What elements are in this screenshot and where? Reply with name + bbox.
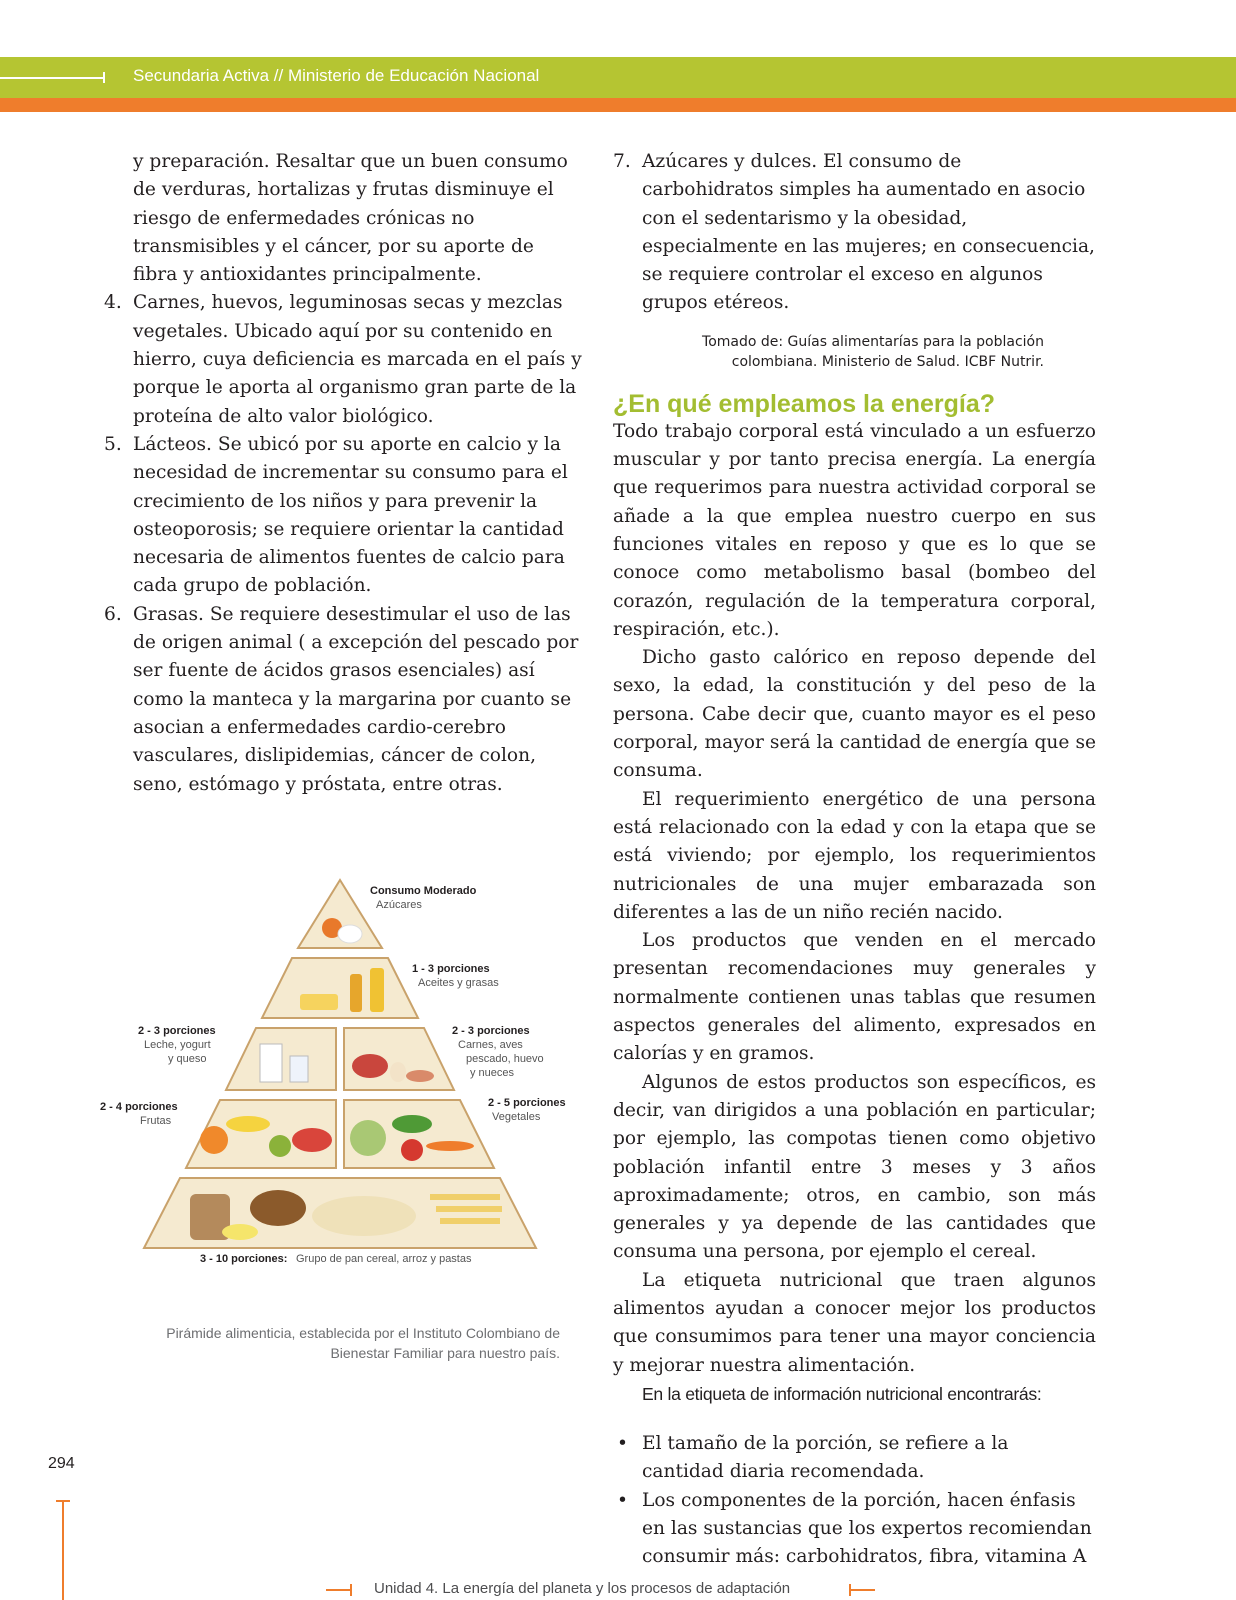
body-paragraph: Dicho gasto calórico en reposo depende del sexo, la edad, la constitución y del peso de la persona. Cabe decir que, cuanto mayor es el peso corporal, mayor será la cantidad de energía que se consuma. (613, 647, 1096, 782)
list-item-6 (104, 601, 584, 799)
kiwi-icon (269, 1135, 291, 1157)
pyramid-label-sub: Leche, yogurt (144, 1039, 211, 1051)
pyramid-label-title: 1 - 3 porciones (412, 963, 490, 975)
rice-pile-icon (312, 1196, 416, 1236)
egg-icon (390, 1062, 406, 1082)
list-item-text: Azúcares y dulces. El consumo de carbohidratos simples ha aumentado en asocio con el sedentarismo y la obesidad, especialmente en las mujeres; en consecuencia, se requiere controlar el exceso en algunos grupos etéreos. (642, 151, 1095, 314)
section-heading: ¿En qué empleamos la energía? (613, 389, 996, 418)
list-item-5 (104, 431, 584, 601)
bullet-text: Los componentes de la porción, hacen énfasis en las sustancias que los expertos recomiendan consumir más: carbohidratos, fibra, vitamina A (642, 1489, 1092, 1568)
bullet-icon: • (617, 1489, 628, 1511)
right-column (613, 148, 1096, 1572)
pyramid-label-sub: y queso (168, 1053, 207, 1065)
list-item-text: Carnes, huevos, leguminosas secas y mezclas vegetales. Ubicado aquí por su contenido en hierro, cuya deficiencia es marcada en el país y porque le aporta al organismo gran parte de la proteína de alto valor biológico. (133, 292, 582, 427)
bullet-text: El tamaño de la porción, se refiere a la cantidad diaria recomendada. (642, 1433, 1009, 1483)
pyramid-level-oils (262, 958, 418, 1018)
pyramid-label-sub: Vegetales (492, 1111, 541, 1123)
footer-unit-title (374, 1580, 790, 1597)
header-accent-bar (0, 98, 1236, 112)
pyramid-label-title: 2 - 5 porciones (488, 1097, 566, 1109)
continuation-paragraph: y preparación. Resaltar que un buen consumo de verduras, hortalizas y frutas disminuye el riesgo de enfermedades crónicas no transmisibles y el cáncer, por su aporte de fibra y antioxidantes principalmente. (133, 151, 568, 286)
pyramid-label-sub: y nueces (470, 1067, 515, 1079)
footer-vertical-tick (56, 1500, 70, 1502)
pyramid-label-sub: Aceites y grasas (418, 977, 499, 989)
oil-bottle-icon (370, 968, 384, 1012)
pasta-icon (440, 1218, 500, 1224)
list-number: 7. (613, 151, 631, 172)
source-line: colombiana. Ministerio de Salud. ICBF Nutrir. (731, 353, 1044, 370)
lettuce-icon (392, 1115, 432, 1133)
footer-rule-right-tick (849, 1584, 851, 1596)
footer-rule-left (326, 1589, 352, 1591)
list-item (613, 1487, 1096, 1572)
banana-icon (226, 1116, 270, 1132)
pyramid-label-title: Consumo Moderado (370, 885, 477, 897)
cabbage-icon (350, 1120, 386, 1156)
oil-bottle-icon (350, 974, 362, 1012)
caption-line: Bienestar Familiar para nuestro país. (330, 1345, 560, 1361)
pyramid-label-sub: Grupo de pan cereal, arroz y pastas (296, 1253, 472, 1265)
milk-carton-icon (260, 1044, 282, 1082)
header-rule-tick (103, 72, 105, 83)
list-item-4 (104, 289, 584, 430)
yogurt-cup-icon (290, 1056, 308, 1082)
carrot-icon (426, 1141, 474, 1151)
tomato-icon (401, 1139, 423, 1161)
body-paragraph: La etiqueta nutricional que traen algunos alimentos ayudan a conocer mejor los productos que consumimos para tener una mayor conciencia y mejorar nuestra alimentación. (613, 1269, 1096, 1376)
body-paragraph: Los productos que venden en el mercado presentan recomendaciones muy generales y normalmente contienen unas tablas que resumen aspectos generales del alimento, expresados en calorías y en gramos. (613, 930, 1096, 1065)
footer-rule-left-tick (350, 1584, 352, 1596)
pyramid-label-sub: Azúcares (376, 899, 422, 911)
body-paragraph: Algunos de estos productos son específicos, es decir, van dirigidos a una población en particular; por ejemplo, las compotas tienen como objetivo población infantil entre 3 meses y 3 años aproximadamente; otros, en cambio, son más generales y ya depende de las cantidades que consuma una persona, por ejemplo el cereal. (613, 1071, 1096, 1263)
body-paragraph: Todo trabajo corporal está vinculado a un esfuerzo muscular y por tanto precisa energía. La energía que requerimos para nuestra actividad corporal se añade a la que emplea nuestro cuerpo en sus funciones vitales en reposo y que es lo que se conoce como metabolismo basal (bombeo del corazón, regulación de la temperatura corporal, respiración, etc.). (613, 420, 1096, 640)
pyramid-label-sub: pescado, huevo (466, 1053, 544, 1065)
bullet-icon: • (617, 1433, 628, 1455)
label-intro: En la etiqueta de información nutricional encontrarás: (642, 1383, 1042, 1404)
list-number: 6. (104, 603, 122, 625)
pyramid-label-title: 3 - 10 porciones: (200, 1253, 288, 1265)
bread-icon (250, 1190, 306, 1226)
rice-bowl-icon (222, 1224, 258, 1240)
fish-icon (406, 1070, 434, 1082)
list-item-text: Lácteos. Se ubicó por su aporte en calcio y la necesidad de incrementar su consumo para el crecimiento de los niños y para prevenir la osteoporosis; se requiere orientar la cantidad necesaria de alimentos fuentes de calcio para cada grupo de población. (133, 433, 568, 597)
list-item-text: Grasas. Se requiere desestimular el uso de las de origen animal ( a excepción del pescado por ser fuente de ácidos grasos esenciales) así como la manteca y la margarina por cuanto se asocian a enfermedades cardio-cerebro vasculares, dislipidemias, cáncer de colon, seno, estómago y próstata, entre otras. (133, 603, 579, 795)
pasta-icon (430, 1194, 500, 1200)
pyramid-label-title: 2 - 4 porciones (100, 1101, 178, 1113)
pyramid-label-title: 2 - 3 porciones (452, 1025, 530, 1037)
footer-vertical-rule (62, 1500, 64, 1600)
source-line: Tomado de: Guías alimentarías para la población (702, 333, 1044, 350)
sugar-pile-icon (338, 925, 362, 943)
list-item-7 (613, 148, 1096, 318)
pyramid-label-title: 2 - 3 porciones (138, 1025, 216, 1037)
footer-rule-right (849, 1589, 875, 1591)
list-number: 4. (104, 292, 122, 314)
list-number: 5. (104, 433, 122, 455)
left-column (104, 148, 584, 799)
figure-caption (120, 1323, 560, 1363)
footer-unit-name: La energía del planeta y los procesos de adaptación (442, 1580, 791, 1597)
caption-line: Pirámide alimenticia, establecida por el Instituto Colombiano de (166, 1325, 560, 1341)
butter-icon (300, 994, 338, 1010)
food-pyramid-illustration (100, 876, 580, 1306)
bullet-list (613, 1430, 1096, 1571)
header-rule (0, 77, 104, 79)
header-title: Secundaria Activa // Ministerio de Educación Nacional (133, 66, 540, 85)
body-paragraph: El requerimiento energético de una persona está relacionado con la edad y con la etapa que se está viviendo; por ejemplo, los requerimientos nutricionales de una mujer embarazada son diferentes a las de un niño recién nacido. (613, 788, 1096, 923)
page-number: 294 (48, 1455, 75, 1472)
source-citation (613, 332, 1044, 372)
orange-icon (200, 1126, 228, 1154)
list-item (613, 1430, 1096, 1487)
meat-icon (352, 1054, 388, 1078)
pyramid-label-sub: Frutas (140, 1115, 172, 1127)
footer-unit-label: Unidad 4. (374, 1580, 439, 1597)
pyramid-label-sub: Carnes, aves (458, 1039, 523, 1051)
pasta-icon (436, 1206, 502, 1212)
watermelon-icon (292, 1128, 332, 1152)
